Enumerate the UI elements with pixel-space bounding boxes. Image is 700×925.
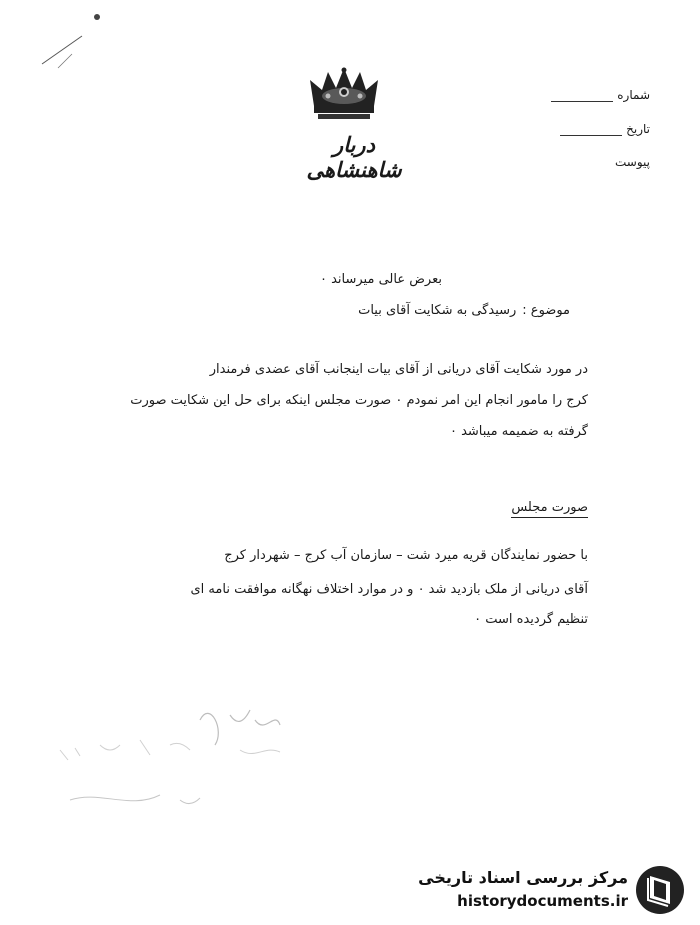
archive-watermark [410,862,690,918]
minutes-line-2: آقای دریانی از ملک بازدید شد ٠ و در موارد اختلاف نهگانه موافقت نامه ای [190,582,588,597]
number-blank [551,91,613,102]
minutes-line-3: تنظیم گردیده است ٠ [474,612,588,627]
minutes-heading [511,500,588,515]
stray-pen-mark [38,30,88,70]
date-blank [560,125,622,136]
minutes-heading-text: صورت مجلس [511,500,588,518]
salutation: بعرض عالی میرساند ٠ [319,272,442,287]
number-field [551,88,650,102]
paragraph-line-3: گرفته به ضمیمه میباشد ٠ [449,424,588,439]
crown-emblem-icon [306,66,382,122]
attachment-label: پیوست [615,155,650,169]
date-field [560,122,650,136]
watermark-title: مرکز بررسی اسناد تاریخی [418,868,628,887]
date-label: تاریخ [626,122,650,136]
paragraph-line-2: کرج را مامور انجام این امر نمودم ٠ صورت مجلس اینکه برای حل این شکایت صورت [130,393,588,408]
subject-label: موضوع : [522,303,570,318]
signature-scribbles [40,690,340,840]
subject-text: رسیدگی به شکایت آقای بیات [358,303,517,318]
archive-logo-icon [634,864,686,916]
corner-mark [94,14,100,20]
minutes-line-1: با حضور نمایندگان قریه میرد شت – سازمان آب کرج – شهردار کرج [224,548,588,563]
court-title: دربار شاهنشاهی [306,132,402,182]
attachment-field [615,155,650,169]
paragraph-line-1: در مورد شکایت آقای دریانی از آقای بیات اینجانب آقای عضدی فرمندار [209,362,588,377]
subject-line [358,303,570,318]
watermark-url: historydocuments.ir [457,892,628,910]
number-label: شماره [617,88,650,102]
